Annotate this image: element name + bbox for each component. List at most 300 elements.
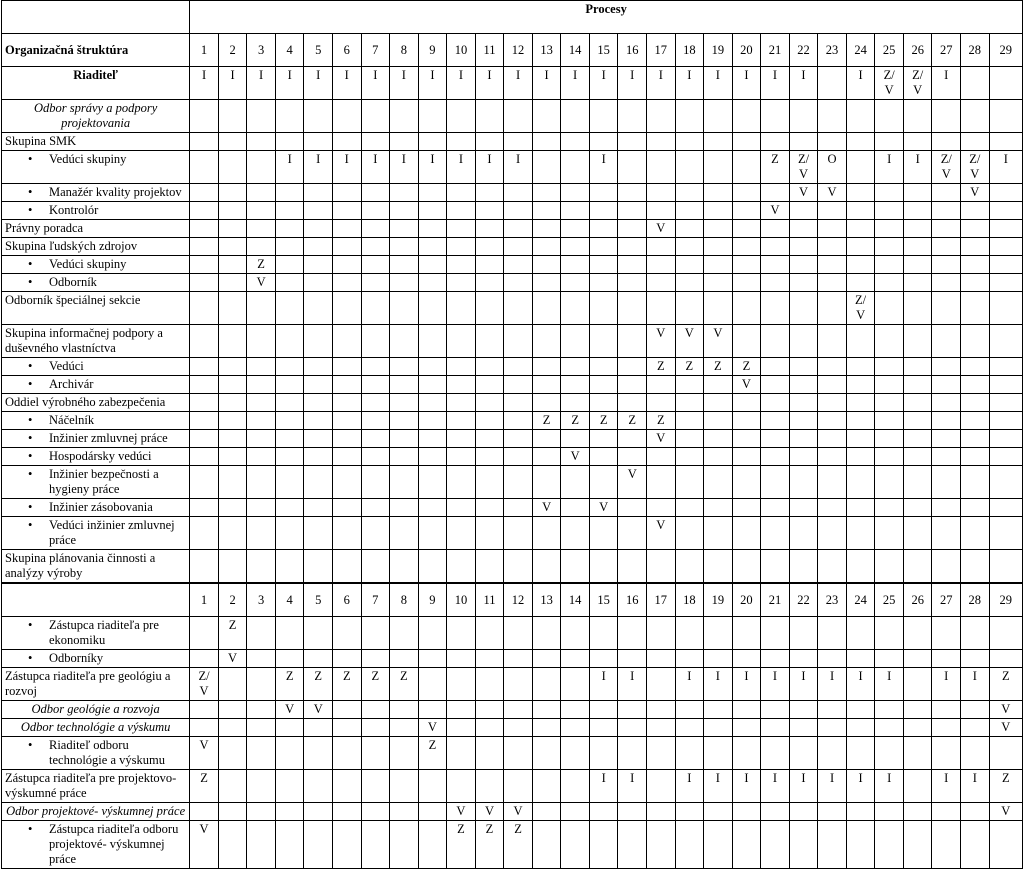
role-cell [846, 100, 875, 133]
role-cell [418, 220, 447, 238]
role-cell [875, 499, 904, 517]
role-cell [190, 430, 219, 448]
role-cell [761, 256, 790, 274]
role-cell [475, 499, 504, 517]
role-cell [961, 719, 990, 737]
role-cell [190, 650, 219, 668]
role-cell [332, 394, 361, 412]
role-cell [989, 67, 1022, 100]
org-row [2, 466, 1023, 499]
role-cell [247, 133, 276, 151]
role-cell [932, 448, 961, 466]
role-cell [704, 151, 733, 184]
role-cell [447, 617, 476, 650]
role-cell [618, 202, 647, 220]
role-cell [218, 325, 247, 358]
role-cell [675, 256, 704, 274]
role-cell [875, 184, 904, 202]
role-cell [332, 466, 361, 499]
process-number-6: 6 [332, 583, 361, 617]
role-cell: I [390, 67, 419, 100]
procesy-title: Procesy [190, 1, 1023, 34]
role-cell [247, 770, 276, 803]
role-cell [789, 376, 818, 394]
role-cell [732, 202, 761, 220]
role-cell [903, 133, 932, 151]
role-cell [532, 650, 561, 668]
process-number-12: 12 [504, 583, 533, 617]
role-cell [475, 100, 504, 133]
role-cell: I [789, 668, 818, 701]
role-cell [761, 821, 790, 869]
role-cell [818, 202, 847, 220]
role-cell [332, 617, 361, 650]
role-cell [332, 701, 361, 719]
role-cell: Z [989, 770, 1022, 803]
role-cell: V [561, 448, 590, 466]
role-cell [475, 466, 504, 499]
role-cell [647, 238, 676, 256]
role-cell [418, 412, 447, 430]
role-cell [818, 325, 847, 358]
role-cell: I [332, 151, 361, 184]
org-unit-text: Odborník špeciálnej sekcie [5, 293, 141, 307]
role-cell [789, 737, 818, 770]
role-cell [903, 256, 932, 274]
role-cell [903, 220, 932, 238]
role-cell: I [304, 67, 333, 100]
role-cell [818, 821, 847, 869]
role-cell [761, 292, 790, 325]
role-cell [390, 466, 419, 499]
role-cell [818, 412, 847, 430]
role-cell [561, 151, 590, 184]
bullet-icon: • [28, 467, 33, 481]
role-cell [875, 412, 904, 430]
role-cell [846, 151, 875, 184]
role-cell [247, 184, 276, 202]
role-cell [304, 517, 333, 550]
role-cell [475, 430, 504, 448]
process-number-20: 20 [732, 583, 761, 617]
role-cell [418, 202, 447, 220]
role-cell: I [618, 668, 647, 701]
bullet-icon: • [28, 257, 33, 271]
role-cell [818, 617, 847, 650]
org-unit-text: Skupina SMK [5, 134, 77, 148]
role-cell [961, 517, 990, 550]
role-cell [390, 394, 419, 412]
role-cell [390, 821, 419, 869]
role-cell [989, 430, 1022, 448]
role-cell [447, 292, 476, 325]
role-cell [190, 701, 219, 719]
role-cell [961, 358, 990, 376]
role-cell [675, 151, 704, 184]
role-cell: Z [332, 668, 361, 701]
role-cell [275, 550, 304, 584]
role-cell [447, 412, 476, 430]
role-cell [504, 517, 533, 550]
role-cell [418, 325, 447, 358]
role-cell [418, 821, 447, 869]
role-cell [903, 737, 932, 770]
role-cell [846, 325, 875, 358]
role-cell [989, 325, 1022, 358]
role-cell [361, 376, 390, 394]
role-cell [561, 394, 590, 412]
role-cell [247, 100, 276, 133]
process-number-28: 28 [961, 583, 990, 617]
role-cell [332, 430, 361, 448]
role-cell [704, 466, 733, 499]
role-cell [361, 650, 390, 668]
role-cell: V [647, 325, 676, 358]
role-cell [589, 256, 618, 274]
role-cell: I [418, 67, 447, 100]
role-cell [475, 412, 504, 430]
role-cell: I [247, 67, 276, 100]
role-cell [332, 821, 361, 869]
role-cell [818, 220, 847, 238]
process-number-19: 19 [704, 583, 733, 617]
role-cell [846, 358, 875, 376]
process-number-9: 9 [418, 583, 447, 617]
role-cell [589, 358, 618, 376]
role-cell [732, 292, 761, 325]
role-cell [532, 770, 561, 803]
role-cell [761, 517, 790, 550]
role-cell [532, 701, 561, 719]
role-cell [190, 184, 219, 202]
role-cell [561, 202, 590, 220]
role-cell [561, 184, 590, 202]
role-cell [732, 133, 761, 151]
role-cell [875, 394, 904, 412]
role-cell: Z [732, 358, 761, 376]
role-cell [932, 100, 961, 133]
role-cell [332, 499, 361, 517]
role-cell [989, 220, 1022, 238]
role-cell: V [218, 650, 247, 668]
role-cell [247, 151, 276, 184]
role-cell: I [732, 770, 761, 803]
org-row [2, 668, 1023, 701]
role-cell [761, 430, 790, 448]
role-cell [418, 668, 447, 701]
role-cell [218, 151, 247, 184]
org-row [2, 617, 1023, 650]
process-number-15: 15 [589, 34, 618, 67]
process-number-4: 4 [275, 583, 304, 617]
role-cell [875, 430, 904, 448]
role-cell [732, 737, 761, 770]
org-unit-text: Náčelník [49, 413, 95, 427]
role-cell [561, 100, 590, 133]
process-number-18: 18 [675, 583, 704, 617]
role-cell: I [732, 67, 761, 100]
role-cell [447, 499, 476, 517]
process-number-11: 11 [475, 583, 504, 617]
role-cell [247, 238, 276, 256]
role-cell [361, 430, 390, 448]
role-cell [561, 325, 590, 358]
role-cell [275, 430, 304, 448]
process-number-6: 6 [332, 34, 361, 67]
role-cell [190, 617, 219, 650]
role-cell [961, 256, 990, 274]
role-cell [618, 821, 647, 869]
role-cell [418, 274, 447, 292]
role-cell [675, 412, 704, 430]
role-cell [761, 650, 790, 668]
org-unit-text: Odborníky [49, 651, 104, 665]
process-number-26: 26 [903, 583, 932, 617]
role-cell [418, 650, 447, 668]
role-cell [390, 100, 419, 133]
role-cell [732, 650, 761, 668]
role-cell [447, 133, 476, 151]
role-cell [504, 238, 533, 256]
role-cell [304, 430, 333, 448]
role-cell [532, 466, 561, 499]
role-cell [675, 448, 704, 466]
role-cell [875, 448, 904, 466]
role-cell [618, 325, 647, 358]
process-number-13: 13 [532, 34, 561, 67]
org-unit-text: Hospodársky vedúci [49, 449, 152, 463]
role-cell [218, 668, 247, 701]
role-cell [618, 719, 647, 737]
role-cell [647, 394, 676, 412]
role-cell [618, 220, 647, 238]
role-cell [818, 499, 847, 517]
role-cell [903, 719, 932, 737]
role-cell [390, 412, 419, 430]
role-cell [390, 448, 419, 466]
role-cell [818, 803, 847, 821]
role-cell [875, 719, 904, 737]
role-cell [846, 220, 875, 238]
role-cell [732, 617, 761, 650]
process-number-11: 11 [475, 34, 504, 67]
role-cell [989, 394, 1022, 412]
role-cell [390, 550, 419, 584]
role-cell: Z/ V [903, 67, 932, 100]
role-cell: I [875, 151, 904, 184]
role-cell [390, 202, 419, 220]
role-cell [675, 550, 704, 584]
role-cell [218, 220, 247, 238]
role-cell [275, 719, 304, 737]
role-cell [732, 803, 761, 821]
role-cell [789, 803, 818, 821]
process-number-26: 26 [903, 34, 932, 67]
role-cell [504, 737, 533, 770]
role-cell: I [761, 668, 790, 701]
role-cell [589, 650, 618, 668]
role-cell [275, 737, 304, 770]
bullet-icon: • [28, 377, 33, 391]
role-cell [875, 238, 904, 256]
role-cell [903, 358, 932, 376]
role-cell [932, 499, 961, 517]
org-unit-text: Vedúci [49, 359, 84, 373]
role-cell [932, 358, 961, 376]
role-cell [961, 617, 990, 650]
role-cell [589, 803, 618, 821]
role-cell [218, 499, 247, 517]
role-cell [218, 448, 247, 466]
role-cell [190, 803, 219, 821]
role-cell: Z [989, 668, 1022, 701]
role-cell [618, 133, 647, 151]
bullet-icon: • [28, 185, 33, 199]
org-row [2, 803, 1023, 821]
role-cell: I [447, 151, 476, 184]
role-cell [989, 376, 1022, 394]
role-cell [361, 184, 390, 202]
process-number-17: 17 [647, 34, 676, 67]
role-cell [761, 274, 790, 292]
role-cell [361, 701, 390, 719]
process-number-repeat-row [2, 583, 1023, 617]
role-cell [504, 133, 533, 151]
role-cell [332, 100, 361, 133]
role-cell: V [532, 499, 561, 517]
role-cell [961, 292, 990, 325]
role-cell [875, 376, 904, 394]
role-cell [532, 325, 561, 358]
role-cell [390, 358, 419, 376]
org-unit-label [2, 100, 190, 133]
role-cell [447, 517, 476, 550]
role-cell: V [647, 220, 676, 238]
role-cell [846, 466, 875, 499]
role-cell: I [875, 668, 904, 701]
role-cell [903, 821, 932, 869]
role-cell [561, 292, 590, 325]
role-cell [846, 133, 875, 151]
role-cell: Z [390, 668, 419, 701]
role-cell [361, 292, 390, 325]
role-cell [475, 701, 504, 719]
role-cell [846, 394, 875, 412]
role-cell [561, 430, 590, 448]
process-number-16: 16 [618, 583, 647, 617]
role-cell: I [789, 67, 818, 100]
role-cell [561, 550, 590, 584]
role-cell [818, 238, 847, 256]
role-cell [504, 358, 533, 376]
role-cell [989, 499, 1022, 517]
role-cell [218, 412, 247, 430]
role-cell: V [647, 430, 676, 448]
role-cell [247, 448, 276, 466]
role-cell [989, 650, 1022, 668]
role-cell [846, 448, 875, 466]
role-cell: Z [647, 412, 676, 430]
role-cell [190, 256, 219, 274]
role-cell [304, 550, 333, 584]
process-number-22: 22 [789, 34, 818, 67]
role-cell [361, 803, 390, 821]
role-cell [818, 292, 847, 325]
role-cell: V [418, 719, 447, 737]
role-cell [961, 803, 990, 821]
role-cell [932, 719, 961, 737]
role-cell [932, 412, 961, 430]
role-cell: Z [589, 412, 618, 430]
role-cell [332, 202, 361, 220]
org-unit-text: Vedúci skupiny [49, 257, 127, 271]
role-cell [247, 517, 276, 550]
role-cell: I [818, 770, 847, 803]
role-cell [332, 358, 361, 376]
role-cell [304, 821, 333, 869]
org-unit-text: Skupina plánovania činnosti a analýzy výroby [5, 551, 156, 580]
role-cell [361, 737, 390, 770]
org-unit-text: Riaditeľ [73, 68, 118, 82]
role-cell [418, 100, 447, 133]
role-cell [675, 701, 704, 719]
role-cell [475, 394, 504, 412]
role-cell [961, 238, 990, 256]
role-cell [761, 499, 790, 517]
role-cell [846, 719, 875, 737]
role-cell [218, 803, 247, 821]
role-cell: Z [618, 412, 647, 430]
org-unit-label [2, 770, 190, 803]
role-cell [618, 358, 647, 376]
role-cell [304, 719, 333, 737]
org-unit-text: Inžinier zmluvnej práce [49, 431, 168, 445]
role-cell [932, 430, 961, 448]
role-cell: I [875, 770, 904, 803]
role-cell [561, 256, 590, 274]
role-cell [190, 325, 219, 358]
role-cell [275, 292, 304, 325]
role-cell [247, 430, 276, 448]
role-cell [532, 220, 561, 238]
role-cell [589, 202, 618, 220]
role-cell [961, 133, 990, 151]
process-number-27: 27 [932, 34, 961, 67]
role-cell [504, 274, 533, 292]
process-number-10: 10 [447, 34, 476, 67]
role-cell [789, 617, 818, 650]
role-cell [789, 358, 818, 376]
org-unit-text: Kontrolór [49, 203, 99, 217]
role-cell [304, 274, 333, 292]
role-cell [561, 376, 590, 394]
role-cell [675, 238, 704, 256]
role-cell [447, 737, 476, 770]
process-number-23: 23 [818, 583, 847, 617]
role-cell [704, 617, 733, 650]
role-cell [475, 274, 504, 292]
role-cell [761, 550, 790, 584]
role-cell [304, 238, 333, 256]
role-cell [304, 394, 333, 412]
role-cell [589, 184, 618, 202]
role-cell [504, 376, 533, 394]
role-cell [789, 701, 818, 719]
role-cell [504, 550, 533, 584]
role-cell [789, 202, 818, 220]
role-cell [647, 499, 676, 517]
role-cell: I [361, 67, 390, 100]
